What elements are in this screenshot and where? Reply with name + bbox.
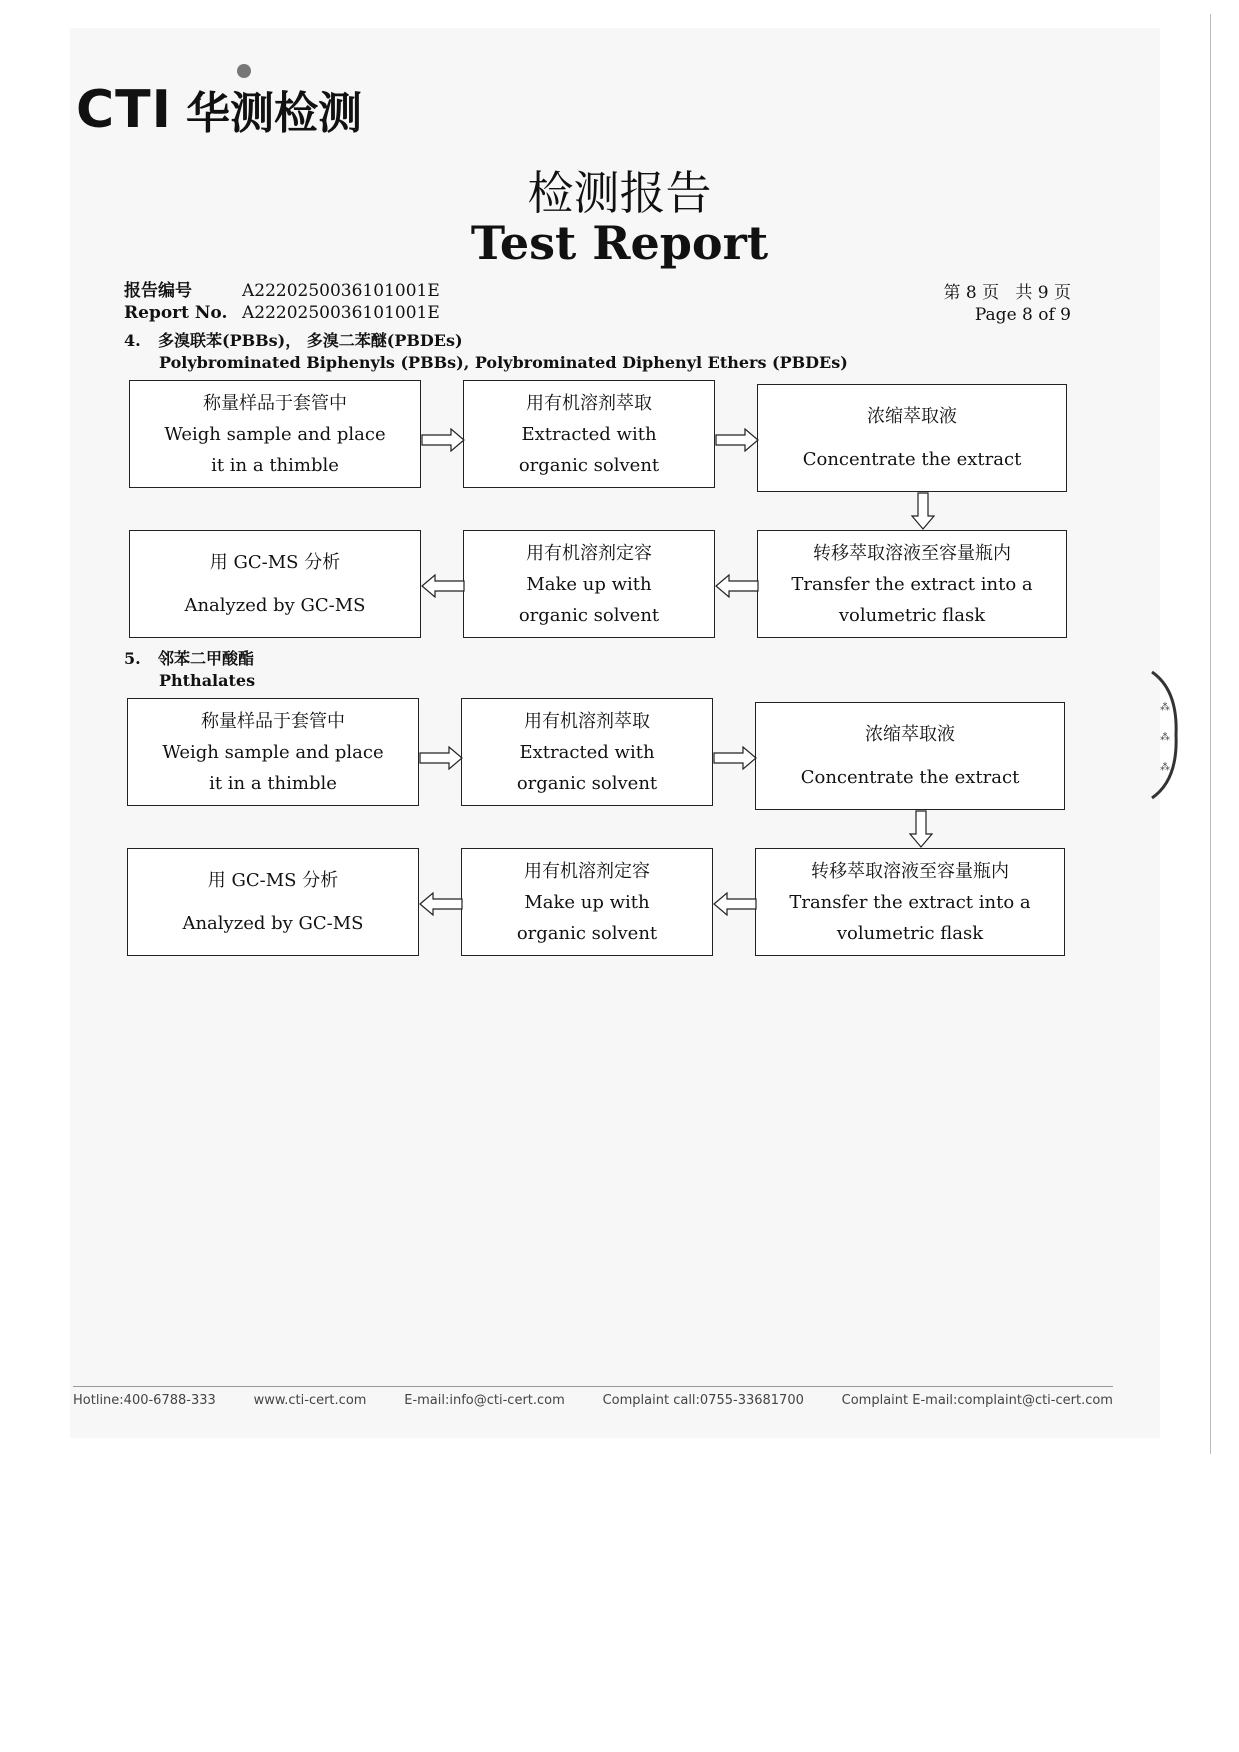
section-title-en: Polybrominated Biphenyls (PBBs), Polybrominated Diphenyl Ethers (PBDEs) [159,353,848,372]
step-label-en-2: it in a thimble [209,772,337,794]
section-4-heading [124,330,848,374]
section-number: 5. [124,649,141,668]
svg-text:⁂: ⁂ [1160,762,1170,773]
cti-logo [76,76,362,140]
flow-step-make-up [461,848,713,956]
section-title-cn: 多溴联苯(PBBs)， 多溴二苯醚(PBDEs) [158,331,463,350]
title-english: Test Report [470,216,769,270]
step-label-cn: 转移萃取溶液至容量瓶内 [813,542,1011,564]
flow-step-transfer [755,848,1065,956]
arrow-right-icon [419,746,463,770]
arrow-down-icon [909,810,933,848]
step-label-en-2: organic solvent [516,772,658,794]
section-number: 4. [124,331,141,350]
step-label-en: Concentrate the extract [800,767,1020,788]
step-label-en: Analyzed by GC-MS [184,595,366,616]
svg-text:⁂: ⁂ [1160,702,1170,713]
step-label-en: Transfer the extract into a [791,573,1033,595]
section-title-en: Phthalates [159,671,256,690]
step-label-en: Make up with [524,891,650,913]
step-label-cn: 用 GC-MS 分析 [207,870,339,891]
flow-step-concentrate [757,384,1067,492]
section-5-heading [124,648,255,692]
flow-step-weigh [127,698,419,806]
flow-step-extract [461,698,713,806]
step-label-cn: 用有机溶剂萃取 [524,710,650,732]
report-number-block [124,280,440,324]
page-number-block [944,282,1071,326]
report-no-label-cn: 报告编号 [124,281,192,301]
step-label-en: Extracted with [519,741,655,763]
section-title-cn: 邻苯二甲酸酯 [158,649,255,668]
arrow-left-icon [419,892,463,916]
step-label-cn: 转移萃取溶液至容量瓶内 [811,860,1009,882]
step-label-cn: 浓缩萃取液 [867,406,957,427]
step-label-cn: 称量样品于套管中 [203,392,347,414]
step-label-en: Concentrate the extract [802,449,1022,470]
flow-step-extract [463,380,715,488]
step-label-en: Extracted with [521,423,657,445]
arrow-right-icon [421,428,465,452]
footer-complaint-call: Complaint call:0755-33681700 [602,1393,804,1408]
seal-stamp-fragment-icon [1150,670,1180,800]
step-label-cn: 浓缩萃取液 [865,724,955,745]
step-label-en: Weigh sample and place [164,423,386,445]
step-label-en: Analyzed by GC-MS [182,913,364,934]
page-number-cn: 第 8 页 共 9 页 [943,283,1071,303]
arrow-left-icon [421,574,465,598]
step-label-en-2: organic solvent [518,454,660,476]
report-no-value-en: A2220250036101001E [242,303,440,323]
arrow-left-icon [713,892,757,916]
page-number-en: Page 8 of 9 [974,305,1071,325]
report-no-label-en: Report No. [124,303,228,323]
step-label-en-2: organic solvent [516,922,658,944]
footer-website-link[interactable]: www.cti-cert.com [253,1393,367,1408]
step-label-cn: 用有机溶剂萃取 [526,392,652,414]
report-no-value-cn: A2220250036101001E [242,281,440,301]
step-label-en-2: volumetric flask [838,604,986,626]
arrow-right-icon [715,428,759,452]
flow-step-weigh [129,380,421,488]
page-footer [73,1386,1113,1408]
step-label-en: Make up with [526,573,652,595]
flow-step-analyze [129,530,421,638]
step-label-en-2: it in a thimble [211,454,339,476]
arrow-right-icon [713,746,757,770]
step-label-cn: 用 GC-MS 分析 [209,552,341,573]
logo-chinese-text: 华测检测 [185,88,362,139]
arrow-down-icon [911,492,935,530]
flow-step-analyze [127,848,419,956]
flow-step-concentrate [755,702,1065,810]
flow-step-transfer [757,530,1067,638]
step-label-cn: 称量样品于套管中 [201,710,345,732]
step-label-en: Transfer the extract into a [789,891,1031,913]
flow-step-make-up [463,530,715,638]
footer-email-link[interactable]: E-mail:info@cti-cert.com [404,1393,565,1408]
step-label-en-2: volumetric flask [836,922,984,944]
footer-complaint-email-link[interactable]: Complaint E-mail:complaint@cti-cert.com [841,1393,1113,1408]
arrow-left-icon [715,574,759,598]
title-chinese: 检测报告 [527,166,712,220]
svg-text:⁂: ⁂ [1160,732,1170,743]
step-label-en: Weigh sample and place [162,741,384,763]
step-label-cn: 用有机溶剂定容 [526,542,652,564]
footer-hotline: Hotline:400-6788-333 [73,1393,216,1408]
step-label-cn: 用有机溶剂定容 [524,860,650,882]
step-label-en-2: organic solvent [518,604,660,626]
logo-text: CTI [76,80,172,140]
logo-registered-mark [237,64,251,78]
